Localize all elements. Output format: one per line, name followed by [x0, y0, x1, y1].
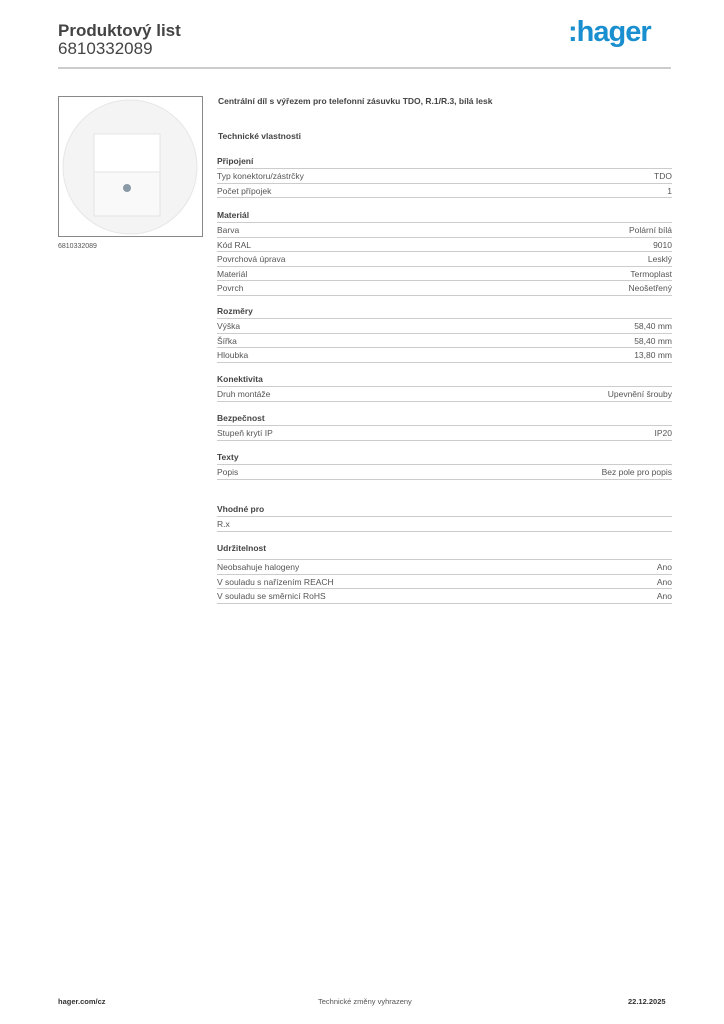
table-row	[217, 387, 672, 402]
section-6	[217, 503, 672, 532]
row-value: 1	[667, 185, 672, 196]
table-row	[217, 348, 672, 363]
section-heading: Texty	[217, 451, 672, 465]
table-row	[217, 589, 672, 604]
footer-website[interactable]: hager.com/cz	[58, 997, 106, 1006]
row-label: Neobsahuje halogeny	[217, 562, 300, 572]
product-description: Centrální díl s výřezem pro telefonní zásuvku TDO, R.1/R.3, bílá lesk	[218, 96, 493, 106]
row-value: Bez pole pro popis	[601, 467, 672, 477]
section-heading: Konektivita	[217, 373, 672, 387]
row-label: Kód RAL	[217, 239, 252, 250]
section-heading: Bezpečnost	[217, 412, 672, 426]
section-0	[217, 155, 672, 198]
table-row	[217, 319, 672, 334]
row-value: Ano	[656, 562, 672, 572]
section-heading: Rozměry	[217, 305, 672, 319]
row-label: Typ konektoru/zástrčky	[217, 171, 304, 181]
row-value: 9010	[653, 239, 672, 250]
row-value: TDO	[654, 171, 672, 181]
section-heading: Připojení	[217, 155, 672, 169]
section-heading: Udržitelnost	[217, 542, 672, 560]
product-image	[58, 96, 203, 237]
row-value: 13,80 mm	[634, 350, 672, 360]
row-value: Ano	[656, 576, 672, 587]
section-5	[217, 451, 672, 480]
table-row	[217, 517, 672, 532]
image-caption: 6810332089	[58, 243, 97, 250]
page-title: Produktový list	[58, 21, 181, 40]
table-row	[217, 169, 672, 184]
table-row	[217, 334, 672, 349]
section-heading: Materiál	[217, 209, 672, 223]
section-1	[217, 209, 672, 296]
row-label: Počet přípojek	[217, 185, 272, 196]
row-value: Ano	[656, 591, 672, 601]
footer-date: 22.12.2025	[628, 997, 666, 1006]
row-value: Termoplast	[630, 268, 672, 279]
section-3	[217, 373, 672, 402]
header-divider	[58, 67, 671, 69]
row-label: Povrch	[217, 283, 244, 293]
row-value: Neošetřený	[628, 283, 672, 293]
table-row	[217, 223, 672, 238]
section-heading: Vhodné pro	[217, 503, 672, 517]
hager-logo: :hager	[568, 16, 651, 48]
table-row	[217, 281, 672, 296]
footer-note: Technické změny vyhrazeny	[318, 997, 412, 1006]
table-row	[217, 252, 672, 267]
row-value: Polární bílá	[629, 225, 672, 235]
table-row	[217, 560, 672, 575]
row-value: 58,40 mm	[634, 335, 672, 346]
row-label: V souladu s nařízením REACH	[217, 576, 334, 587]
row-label: Hloubka	[217, 350, 249, 360]
row-value: IP20	[654, 428, 672, 438]
row-label: V souladu se směrnicí RoHS	[217, 591, 326, 601]
row-label: Popis	[217, 467, 239, 477]
row-value: Lesklý	[647, 254, 672, 264]
row-label: Šířka	[217, 335, 237, 346]
row-label: Výška	[217, 321, 241, 331]
row-label: Stupeň krytí IP	[217, 428, 273, 438]
table-row	[217, 426, 672, 441]
row-label: Druh montáže	[217, 389, 271, 399]
table-row	[217, 267, 672, 282]
row-value: 58,40 mm	[634, 321, 672, 331]
section-4	[217, 412, 672, 441]
table-row	[217, 184, 672, 199]
section-7	[217, 542, 672, 604]
table-row	[217, 465, 672, 480]
product-number: 6810332089	[58, 39, 153, 58]
row-label: R.x	[217, 519, 230, 529]
table-row	[217, 575, 672, 590]
row-label: Povrchová úprava	[217, 254, 286, 264]
row-value: Upevnění šrouby	[607, 389, 672, 399]
section-2	[217, 305, 672, 363]
row-label: Materiál	[217, 268, 248, 279]
tech-heading: Technické vlastnosti	[218, 131, 301, 141]
table-row	[217, 238, 672, 253]
row-label: Barva	[217, 225, 240, 235]
